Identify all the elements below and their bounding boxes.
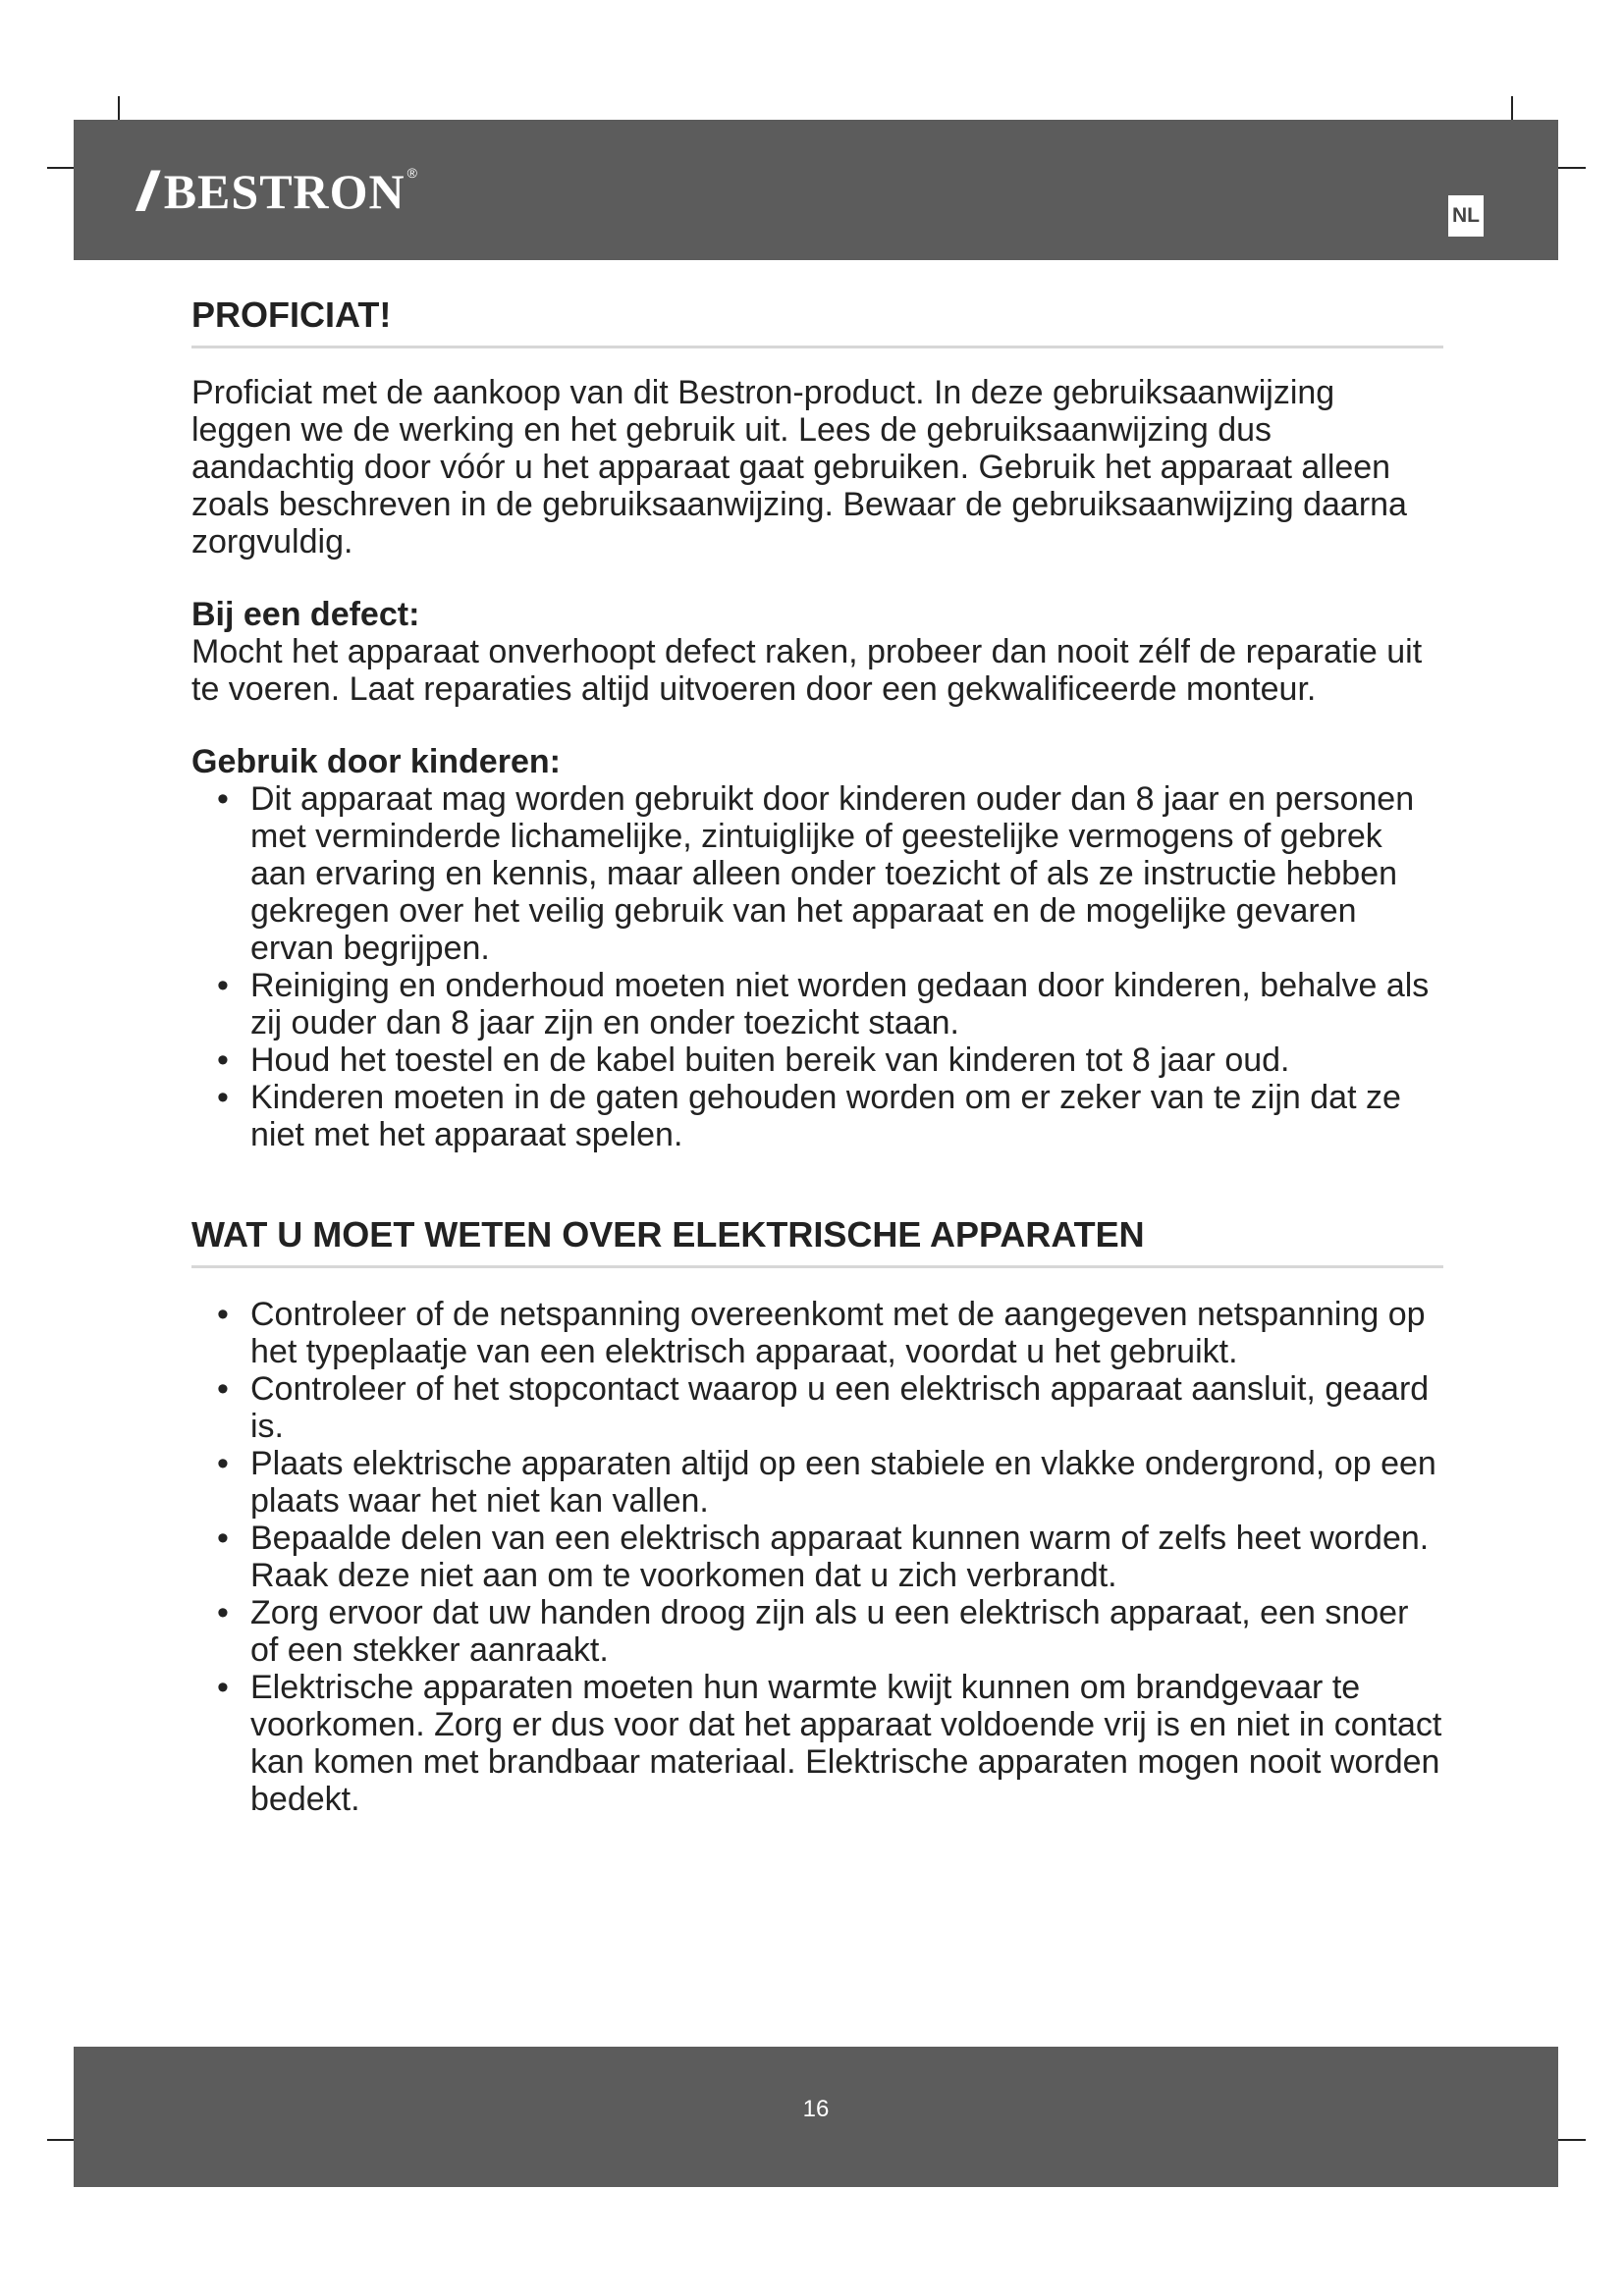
registered-mark: ® xyxy=(406,165,417,181)
list-item: • Dit apparaat mag worden gebruikt door kinderen ouder dan 8 jaar en personen met verminderde lichamelijke, zintuiglijke of geestelijke vermogens of gebrek aan ervaring en kennis, maar alleen onder toezicht of als ze instructie hebben gekregen over het veilig gebruik van het apparaat en de mogelijke gevaren ervan begrijpen. xyxy=(191,780,1443,967)
language-badge: NL xyxy=(1448,195,1484,237)
list-item: • Kinderen moeten in de gaten gehouden worden om er zeker van te zijn dat ze niet met het apparaat spelen. xyxy=(191,1079,1443,1153)
children-list xyxy=(191,780,1443,1153)
electrical-list xyxy=(191,1296,1443,1818)
logo-chevrons-icon: /// xyxy=(137,160,142,222)
children-heading: Gebruik door kinderen: xyxy=(191,743,561,780)
list-item: • Houd het toestel en de kabel buiten bereik van kinderen tot 8 jaar oud. xyxy=(191,1041,1443,1079)
defect-paragraph: Mocht het apparaat onverhoopt defect raken, probeer dan nooit zélf de reparatie uit te voeren. Laat reparaties altijd uitvoeren door een gekwalificeerde monteur. xyxy=(191,633,1423,708)
page-number: 16 xyxy=(802,2096,830,2122)
list-item: • Plaats elektrische apparaten altijd op een stabiele en vlakke ondergrond, op een plaats waar het niet kan vallen. xyxy=(191,1445,1443,1520)
section-title-proficiat: PROFICIAT! xyxy=(191,294,1443,348)
list-item: • Reiniging en onderhoud moeten niet worden gedaan door kinderen, behalve als zij ouder dan 8 jaar zijn en onder toezicht staan. xyxy=(191,967,1443,1041)
logo-text: BESTRON xyxy=(163,164,406,219)
list-item: • Elektrische apparaten moeten hun warmte kwijt kunnen om brandgevaar te voorkomen. Zorg er dus voor dat het apparaat voldoende vrij is en niet in contact kan komen met brandbaar materiaal. Elektrische apparaten mogen nooit worden bedekt. xyxy=(191,1669,1443,1818)
intro-paragraph: Proficiat met de aankoop van dit Bestron-product. In deze gebruiksaanwijzing leggen we de werking en het gebruik uit. Lees de gebruiksaanwijzing dus aandachtig door vóór u het apparaat gaat gebruiken. Gebruik het apparaat alleen zoals beschreven in de gebruiksaanwijzing. Bewaar de gebruiksaanwijzing daarna zorgvuldig. xyxy=(191,374,1407,561)
list-item: • Controleer of het stopcontact waarop u een elektrisch apparaat aansluit, geaard is. xyxy=(191,1370,1443,1445)
list-item: • Zorg ervoor dat uw handen droog zijn als u een elektrisch apparaat, een snoer of een stekker aanraakt. xyxy=(191,1594,1443,1669)
footer-bar xyxy=(74,2047,1558,2187)
list-item: • Controleer of de netspanning overeenkomt met de aangegeven netspanning op het typeplaatje van een elektrisch apparaat, voordat u het gebruikt. xyxy=(191,1296,1443,1370)
defect-heading: Bij een defect: xyxy=(191,596,420,633)
main-content xyxy=(191,294,1443,1818)
section-title-electrical: WAT U MOET WETEN OVER ELEKTRISCHE APPARATEN xyxy=(191,1214,1443,1268)
bestron-logo xyxy=(137,157,417,226)
header-bar xyxy=(74,120,1558,260)
list-item: • Bepaalde delen van een elektrisch apparaat kunnen warm of zelfs heet worden. Raak deze niet aan om te voorkomen dat u zich verbrandt. xyxy=(191,1520,1443,1594)
